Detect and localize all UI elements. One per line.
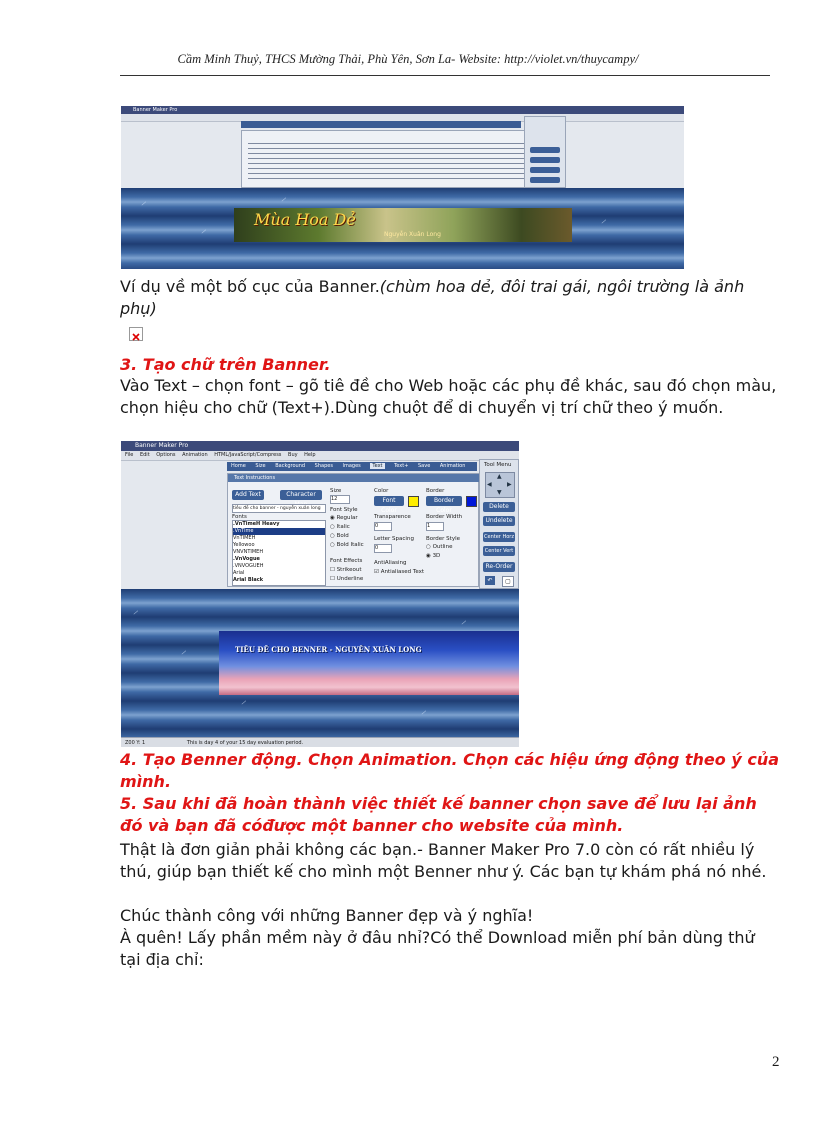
antialiasing-label: AntiAliasing	[374, 560, 407, 566]
arrow-up-icon[interactable]: ▲	[497, 473, 502, 480]
character-map-button[interactable]: Character	[280, 490, 322, 500]
menu-buy[interactable]: Buy	[288, 452, 298, 458]
font-item[interactable]: .VnTime	[233, 528, 325, 535]
banner-image-flowers	[219, 631, 519, 695]
tab-save[interactable]: Save	[418, 463, 431, 469]
font-item[interactable]: .VnVogue	[233, 556, 260, 562]
screenshot-text-tab	[121, 441, 519, 747]
size-input[interactable]: 12	[330, 495, 350, 504]
closing-paragraph-2: Chúc thành công với những Banner đẹp và ý nghĩa!	[120, 906, 534, 925]
tab-images[interactable]: Images	[342, 463, 361, 469]
effect-underline[interactable]: ☐ Underline	[330, 576, 364, 582]
size-options-grid	[248, 139, 528, 179]
size-label: Size	[330, 488, 342, 494]
arrow-down-icon[interactable]: ▼	[497, 489, 502, 496]
font-item[interactable]: Arial	[233, 570, 245, 576]
letter-spacing-input[interactable]: 0	[374, 544, 392, 553]
caption-italic: (chùm hoa dẻ, đôi trai gái, ngôi trường là ảnh phụ)	[120, 277, 745, 318]
effect-strikeout[interactable]: ☐ Strikeout	[330, 567, 362, 573]
status-message: This is day 4 of your 15 day evaluation period.	[186, 740, 304, 746]
watermark-mark: —	[239, 697, 249, 708]
font-item[interactable]: Yellowoo	[233, 542, 255, 548]
menu-options[interactable]: Options	[156, 452, 176, 458]
tool-button[interactable]	[530, 177, 560, 183]
tab-background[interactable]: Background	[275, 463, 306, 469]
tab-animation[interactable]: Animation	[439, 463, 466, 469]
tool-menu-title: Tool Menu	[484, 462, 512, 468]
font-style-italic[interactable]: ○ Italic	[330, 524, 350, 530]
tab-text[interactable]: Text	[372, 463, 383, 469]
font-style-regular[interactable]: ◉ Regular	[330, 515, 358, 521]
status-coords: Z00 Y: 1	[125, 740, 146, 746]
font-item[interactable]: .VnTimeH Heavy	[233, 521, 280, 527]
color-label: Color	[374, 488, 389, 494]
letter-spacing-label: Letter Spacing	[374, 536, 414, 542]
text-panel	[227, 473, 479, 587]
font-color-button[interactable]: Font Color	[374, 496, 404, 506]
watermark-mark: —	[179, 647, 189, 658]
font-style-regular-label: Regular	[336, 515, 358, 521]
watermark-mark: —	[199, 226, 209, 237]
section-4-text: 4. Tạo Benner động. Chọn Animation. Chọn các hiệu ứng động theo ý của mình.	[120, 750, 780, 791]
font-item[interactable]: VnTIMEH	[233, 535, 256, 541]
border-width-input[interactable]: 1	[426, 522, 444, 531]
header-rule	[120, 75, 770, 76]
screenshot-banner-layout	[121, 106, 684, 269]
banner-logo-text: Mùa Hoa Dẻ	[254, 210, 356, 229]
closing-paragraph-3: À quên! Lấy phần mềm này ở đâu nhỉ?Có thể Download miễn phí bản dùng thử tại địa chỉ:	[120, 928, 755, 969]
menu-html[interactable]: HTML/JavaScript/Compress	[214, 452, 282, 458]
tab-strip	[241, 121, 521, 128]
banner-image-mua-hoa-de	[234, 208, 572, 242]
antialiased-text-label: Antialiased Text	[380, 569, 425, 575]
size-options-panel	[241, 130, 543, 188]
menu-file[interactable]: File	[125, 452, 134, 458]
tool-button[interactable]	[530, 147, 560, 153]
closing-paragraph-1: Thật là đơn giản phải không các bạn.- Banner Maker Pro 7.0 còn có rất nhiều lý thú, giúp bạn thiết kế cho mình một Benner như ý. Các bạn tự khám phá nó nhé.	[120, 840, 767, 881]
broken-image-icon	[129, 327, 143, 341]
tool-button[interactable]	[530, 167, 560, 173]
page-number: 2	[772, 1054, 780, 1070]
arrow-left-icon[interactable]: ◀	[487, 481, 492, 488]
border-color-swatch	[466, 496, 477, 507]
font-style-bold-label: Bold	[336, 533, 349, 539]
font-style-bold-italic-label: Bold Italic	[336, 542, 364, 548]
watermark-mark: —	[459, 617, 469, 628]
page-icon[interactable]: ▢	[502, 576, 514, 587]
page-header: Cầm Minh Thuỷ, THCS Mường Thải, Phù Yên, Sơn La- Website: http://violet.vn/thuycampy/	[177, 52, 639, 66]
window-titlebar	[121, 441, 519, 451]
delete-button[interactable]: Delete	[483, 502, 515, 512]
banner-byline: Nguyễn Xuân Long	[384, 231, 441, 238]
effect-underline-label: Underline	[336, 576, 364, 582]
transparence-input[interactable]: 0	[374, 522, 392, 531]
add-text-button[interactable]: Add Text	[232, 490, 264, 500]
tab-size[interactable]: Size	[255, 463, 266, 469]
menu-animation[interactable]: Animation	[182, 452, 208, 458]
app-title: Banner Maker Pro	[133, 107, 178, 113]
text-instructions[interactable]: Text Instructions	[234, 475, 276, 481]
text-instructions-bar	[228, 474, 484, 482]
app-title: Banner Maker Pro	[135, 442, 189, 449]
tool-button[interactable]	[530, 157, 560, 163]
antialiased-text-checkbox[interactable]: ☑ Antialiased Text	[374, 569, 425, 575]
status-bar	[121, 737, 519, 747]
border-style-outline[interactable]: ○ Outline	[426, 544, 453, 550]
font-style-bold-italic[interactable]: ○ Bold Italic	[330, 542, 364, 548]
broken-image-x-icon	[130, 331, 142, 343]
watermark-mark: —	[131, 607, 141, 618]
undo-icon[interactable]: ↶	[485, 576, 495, 585]
border-width-label: Border Width	[426, 514, 463, 520]
border-style-3d-label: 3D	[432, 553, 441, 559]
tool-menu-panel	[479, 459, 519, 589]
watermark-mark: —	[419, 707, 429, 718]
re-order-button[interactable]: Re-Order	[483, 562, 515, 572]
fonts-label: Fonts	[232, 514, 247, 520]
font-item[interactable]: VNVNTIMEH	[233, 549, 264, 555]
font-color-swatch	[408, 496, 419, 507]
tab-strip	[227, 462, 477, 471]
watermark-mark: —	[599, 216, 609, 227]
tab-shapes[interactable]: Shapes	[314, 463, 333, 469]
section-3-body: Vào Text – chọn font – gõ tiê đề cho Web hoặc các phụ đề khác, sau đó chọn màu, chọn hiệu cho chữ (Text+).Dùng chuột để di chuyển vị trí chữ theo ý muốn.	[120, 376, 777, 417]
window-titlebar	[121, 106, 684, 114]
fonts-list[interactable]	[232, 520, 326, 586]
border-style-outline-label: Outline	[432, 544, 453, 550]
border-style-3d[interactable]: ◉ 3D	[426, 553, 441, 559]
center-vert-button[interactable]: Center Vert	[484, 548, 514, 554]
border-label: Border	[426, 488, 445, 494]
border-style-label: Border Style	[426, 536, 461, 542]
font-style-italic-label: Italic	[336, 524, 350, 530]
arrow-pad[interactable]	[485, 472, 515, 498]
text-input[interactable]: tiêu đề cho banner - nguyễn xuân long	[232, 504, 326, 513]
transparence-label: Transparence	[374, 514, 411, 520]
section-5-text: 5. Sau khi đã hoàn thành việc thiết kế banner chọn save để lưu lại ảnh đó và bạn đã cóđược một banner cho website của mình.	[120, 794, 757, 835]
undelete-button[interactable]: Undelete	[483, 516, 515, 526]
arrow-right-icon[interactable]: ▶	[507, 481, 512, 488]
caption-banner-layout	[120, 276, 780, 320]
watermark-mark: —	[139, 198, 149, 209]
font-style-bold[interactable]: ○ Bold	[330, 533, 349, 539]
menu-help[interactable]: Help	[304, 452, 316, 458]
tab-text-plus[interactable]: Text+	[394, 463, 409, 469]
watermark-mark: —	[279, 194, 289, 205]
font-item[interactable]: .VNVOGUEH	[233, 563, 264, 569]
tab-home[interactable]: Home	[231, 463, 246, 469]
caption-text: Ví dụ về một bố cục của Banner.	[120, 277, 380, 296]
border-color-button[interactable]: Border Color	[426, 496, 462, 506]
font-effects-label: Font Effects	[330, 558, 363, 564]
tool-menu-panel	[524, 116, 566, 188]
font-item[interactable]: Arial Black	[233, 577, 264, 583]
menubar	[121, 451, 519, 461]
font-style-label: Font Style	[330, 507, 358, 513]
menu-edit[interactable]: Edit	[139, 452, 150, 458]
banner-title-text: TIÊU ĐỀ CHO BENNER - NGUYỄN XUÂN LONG	[235, 645, 422, 654]
center-horz-button[interactable]: Center Horz	[484, 534, 514, 540]
section-3-heading: 3. Tạo chữ trên Banner.	[120, 355, 331, 374]
effect-strikeout-label: Strikeout	[336, 567, 362, 573]
